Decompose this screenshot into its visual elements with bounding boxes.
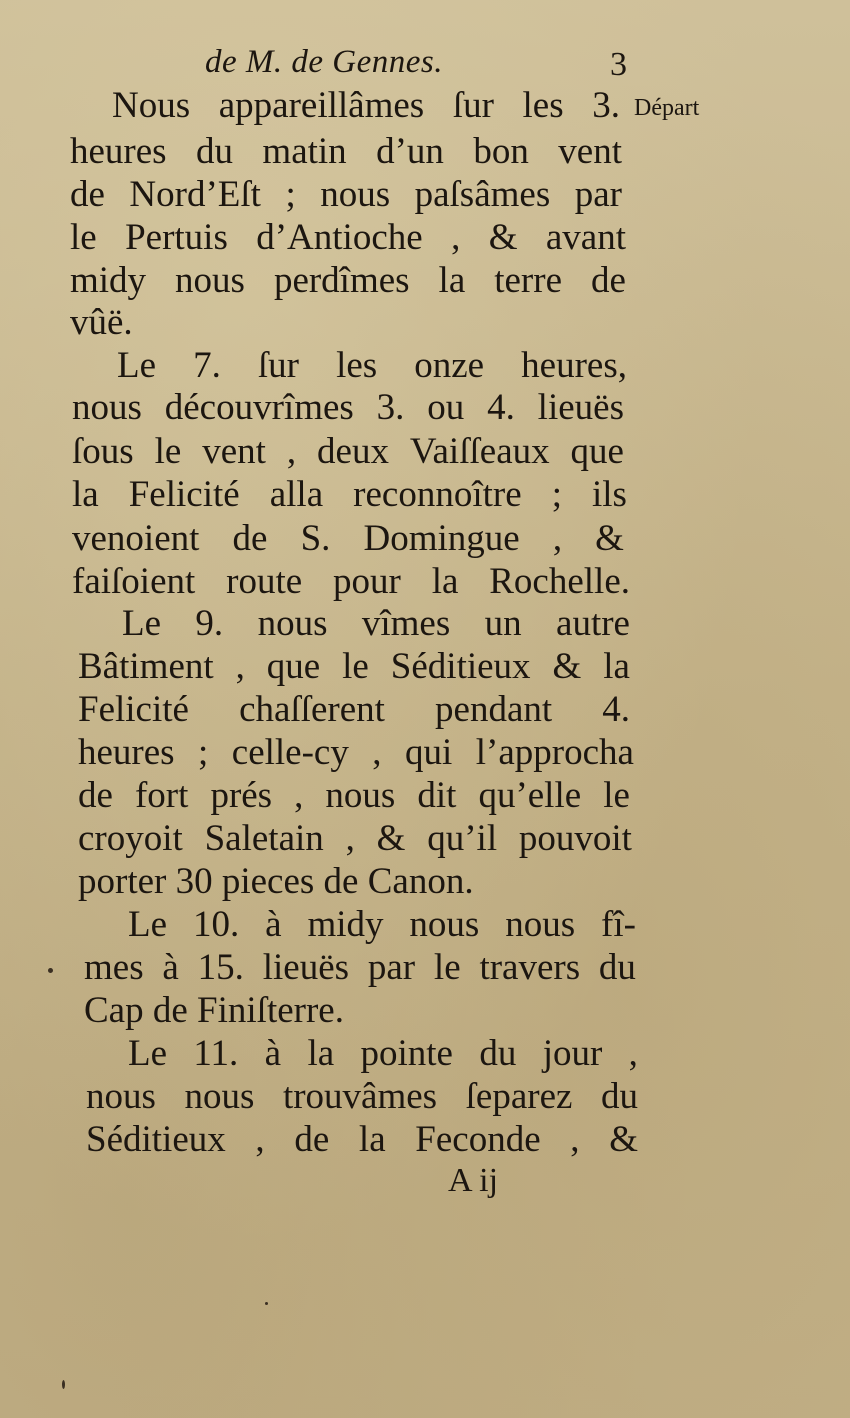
word: ,	[294, 775, 304, 816]
text-line	[78, 688, 630, 732]
word: de	[591, 260, 626, 301]
word: la	[72, 474, 99, 515]
word: qui	[405, 732, 453, 773]
word: du	[196, 131, 233, 172]
word: de	[78, 775, 113, 816]
word: que	[266, 646, 321, 687]
word: mes	[84, 947, 144, 988]
word: 10.	[192, 904, 240, 945]
word: matin	[262, 131, 347, 172]
word: Domingue	[363, 518, 520, 559]
word: de	[294, 1119, 330, 1160]
text-line	[70, 130, 622, 174]
running-title: de M. de Gennes.	[205, 44, 444, 80]
word: S.	[300, 518, 331, 559]
word: &	[376, 818, 406, 859]
word: Saletain	[204, 818, 324, 859]
word: fî-	[601, 904, 636, 945]
word: ,	[451, 217, 461, 258]
word: la	[307, 1033, 335, 1074]
word: venoient	[72, 518, 200, 559]
text-line	[70, 216, 626, 260]
word: reconnoître	[353, 474, 522, 515]
word: bon	[473, 131, 529, 172]
word: Séditieux	[390, 646, 531, 687]
word: 4.	[487, 387, 515, 428]
text-line	[117, 344, 627, 388]
word: les	[522, 85, 564, 126]
text-line	[78, 817, 632, 861]
text-line	[70, 259, 626, 303]
word: pour	[333, 561, 401, 602]
word: à	[264, 1033, 282, 1074]
word: ,	[235, 646, 245, 687]
text-line	[122, 602, 630, 646]
word: le	[154, 431, 182, 472]
text-line	[70, 173, 622, 217]
word: ſur	[452, 85, 494, 126]
word: par	[574, 174, 622, 215]
word: 3.	[376, 387, 405, 428]
word: perdîmes	[273, 260, 410, 301]
text-line: Cap de Finiſterre.	[84, 990, 344, 1031]
word: terre	[494, 260, 563, 301]
word: nous	[257, 603, 328, 644]
ink-speck	[265, 1302, 268, 1305]
word: nous	[320, 174, 391, 215]
word: ,	[286, 431, 297, 472]
word: par	[367, 947, 416, 988]
word: les	[336, 345, 378, 386]
word: fort	[134, 775, 189, 816]
word: nous	[184, 1076, 255, 1117]
word: alla	[269, 474, 324, 515]
word: que	[570, 431, 624, 472]
word: Pertuis	[125, 217, 228, 258]
word: appareillâmes	[218, 85, 425, 126]
word: &	[552, 646, 582, 687]
word: avant	[545, 217, 626, 258]
word: Nous	[112, 85, 191, 126]
word: du	[479, 1033, 517, 1074]
word: Le	[117, 345, 157, 386]
word: vent	[558, 131, 622, 172]
word: Séditieux	[86, 1119, 226, 1160]
word: celle-cy	[231, 732, 349, 773]
word: d’un	[376, 131, 444, 172]
word: nous	[325, 775, 396, 816]
word: d’Antioche	[256, 217, 423, 258]
word: croyoit	[78, 818, 183, 859]
word: à	[265, 904, 282, 945]
word: Felicité	[78, 689, 189, 730]
word: Bâtiment	[78, 646, 214, 687]
word: 15.	[197, 947, 244, 988]
text-line	[86, 1118, 638, 1162]
word: lieuës	[537, 387, 624, 428]
text-line	[78, 774, 630, 818]
text-line	[128, 1032, 638, 1076]
word: ſeparez	[465, 1076, 573, 1117]
margin-note: Départ	[634, 95, 700, 121]
word: Le	[122, 603, 162, 644]
text-line	[72, 517, 624, 561]
word: à	[162, 947, 179, 988]
word: Le	[128, 1033, 168, 1074]
word: route	[226, 561, 303, 602]
word: &	[595, 518, 624, 559]
word: pointe	[360, 1033, 453, 1074]
word: Rochelle.	[489, 561, 630, 602]
word: ,	[570, 1119, 580, 1160]
word: 4.	[602, 689, 630, 730]
word: ,	[552, 518, 563, 559]
word: deux	[317, 431, 389, 472]
word: ou	[427, 387, 465, 428]
word: midy	[307, 904, 384, 945]
text-line	[72, 560, 630, 604]
word: ,	[628, 1033, 638, 1074]
word: lieuës	[262, 947, 350, 988]
word: découvrîmes	[164, 387, 354, 428]
word: ,	[255, 1119, 265, 1160]
word: ſur	[257, 345, 300, 386]
text-line	[72, 430, 624, 474]
text-line	[112, 84, 620, 128]
word: 11.	[193, 1033, 239, 1074]
word: midy	[70, 260, 147, 301]
word: nous	[72, 387, 142, 428]
word: &	[609, 1119, 638, 1160]
word: nous	[409, 904, 480, 945]
word: de	[70, 174, 105, 215]
word: le	[603, 775, 630, 816]
word: du	[598, 947, 636, 988]
word: paſsâmes	[414, 174, 551, 215]
word: Nord’Eſt	[129, 174, 261, 215]
word: vîmes	[361, 603, 451, 644]
word: chaſſerent	[239, 689, 385, 730]
word: jour	[542, 1033, 603, 1074]
word: onze	[414, 345, 485, 386]
text-line	[78, 731, 634, 775]
word: ils	[592, 474, 627, 515]
text-line: porter 30 pieces de Canon.	[78, 861, 474, 902]
text-line	[78, 645, 630, 689]
word: le	[433, 947, 461, 988]
word: qu’il	[427, 818, 498, 859]
word: heures,	[521, 345, 627, 386]
word: pendant	[435, 689, 553, 730]
word: nous	[86, 1076, 156, 1117]
word: heures	[70, 131, 167, 172]
word: Vaiſſeaux	[409, 431, 550, 472]
text-line	[128, 903, 636, 947]
word: l’approcha	[475, 732, 634, 773]
word: nous	[505, 904, 576, 945]
word: du	[600, 1076, 638, 1117]
word: la	[358, 1119, 386, 1160]
word: la	[431, 561, 459, 602]
word: dit	[417, 775, 457, 816]
text-line	[86, 1075, 638, 1119]
text-line	[84, 946, 636, 990]
word: 9.	[195, 603, 224, 644]
word: ;	[551, 474, 562, 515]
word: travers	[479, 947, 581, 988]
word: le	[342, 646, 369, 687]
word: prés	[210, 775, 273, 816]
word: ,	[345, 818, 355, 859]
word: qu’elle	[478, 775, 582, 816]
word: la	[603, 646, 630, 687]
word: nous	[175, 260, 245, 301]
word: la	[438, 260, 466, 301]
word: le	[70, 217, 97, 258]
word: 3.	[592, 85, 620, 126]
ink-speck	[62, 1380, 65, 1389]
word: ;	[198, 732, 209, 773]
text-line	[72, 473, 627, 517]
text-line	[72, 386, 624, 430]
word: 7.	[193, 345, 221, 386]
word: de	[232, 518, 268, 559]
word: heures	[78, 732, 175, 773]
word: pouvoit	[518, 818, 632, 859]
word: trouvâmes	[282, 1076, 438, 1117]
word: ,	[372, 732, 382, 773]
word: Felicité	[128, 474, 240, 515]
catchword: A ij	[448, 1162, 499, 1199]
word: ſous	[72, 431, 134, 472]
word: faiſoient	[72, 561, 196, 602]
word: autre	[556, 603, 630, 644]
page-number: 3	[610, 46, 627, 83]
word: un	[484, 603, 522, 644]
ink-speck	[48, 968, 53, 973]
word: Feconde	[415, 1119, 541, 1160]
word: ;	[285, 174, 296, 215]
word: Le	[128, 904, 168, 945]
word: &	[488, 217, 518, 258]
text-line: vûë.	[70, 302, 133, 343]
word: vent	[202, 431, 266, 472]
